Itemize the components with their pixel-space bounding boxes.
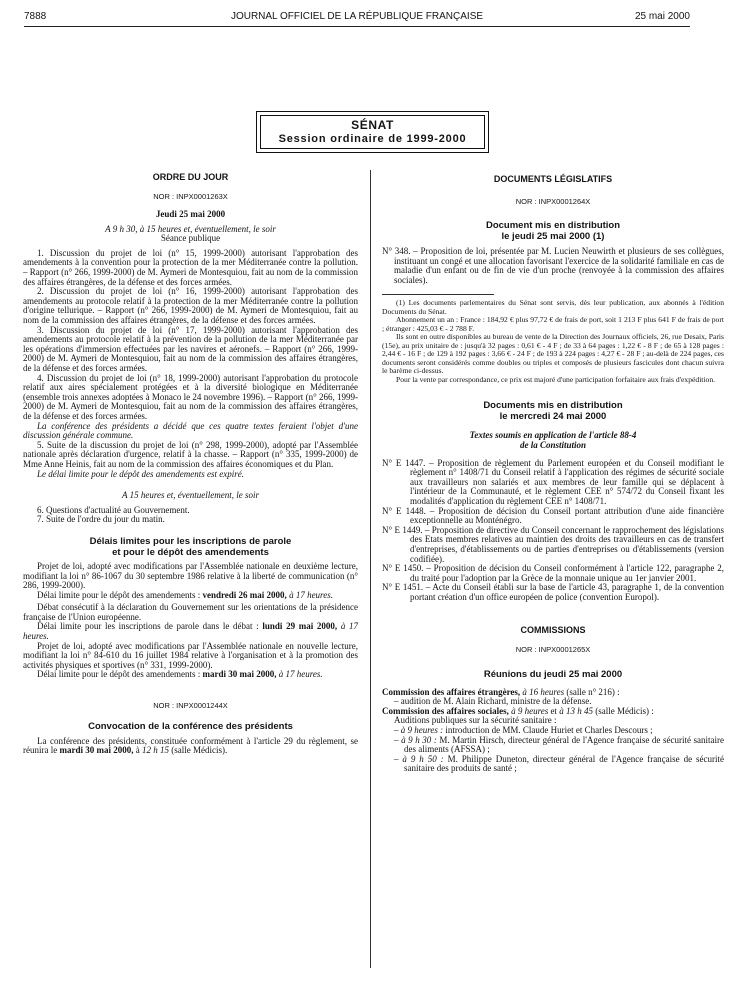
audition-item-3: – à 9 h 50 : M. Philippe Duneton, directeur général de l'Agence française de sécurité sanitaire des produits de santé ;: [394, 753, 725, 774]
issue-date: 25 mai 2000: [634, 11, 690, 22]
distribution-date-2: le mercredi 24 mai 2000: [499, 411, 607, 423]
commission-1-item: – audition de M. Alain Richard, ministre de la défense.: [394, 696, 592, 707]
audition-item-1: – à 9 heures : introduction de MM. Claude Huriet et Charles Descours ;: [394, 725, 653, 736]
agenda-item-1: 1. Discussion du projet de loi (n° 15, 1999-2000) autorisant l'approbation des amendements à la convention pour la protection de la mer Méditerranée contre la pollution. – Rapport (n° 266, 1999-2000) de M. Aymeri de Montesquiou, fait au nom de la commission des affaires étrangères, de la défense et des forces armées.: [23, 247, 358, 287]
delais-title-line-1: Délais limites pour les inscriptions de parole: [89, 535, 292, 547]
delai-item-2: Débat consécutif à la déclaration du Gouvernement sur les orientations de la présidence française de l'Union européenne.: [23, 602, 358, 622]
conference-note: La conférence des présidents a décidé que ces quatre textes feraient l'objet d'une discussion générale commune.: [23, 420, 358, 441]
afternoon-time: A 15 heures et, éventuellement, le soir: [122, 490, 259, 501]
commission-affaires-sociales: Commission des affaires sociales, à 9 heures et à 13 h 45 (salle Médicis) :: [382, 705, 654, 716]
textes-soumis-title: Textes soumis en application de l'article 88-4: [469, 430, 637, 441]
audition-item-2: – à 9 h 30 : M. Martin Hirsch, directeur général de l'Agence française de sécurité sanitaire des aliments (AFSSA) ;: [394, 734, 724, 755]
agenda-item-7: 7. Suite de l'ordre du jour du matin.: [37, 514, 165, 525]
agenda-item-4: 4. Discussion du projet de loi (n° 18, 1999-2000) autorisant l'approbation du protocole relatif aux aires spécialement protégées et à la diversité biologique en Méditerranée (ensemble trois annexes adoptées à Monaco le 24 novembre 1996). – Rapport (n° 266, 1999-2000) de M. Aymeri de Montesquiou, fait au nom de la commission des affaires étrangères, de la défense et des forces armées.: [23, 372, 358, 421]
nor-reference: NOR : INPX0001263X: [153, 191, 228, 201]
textes-soumis-subtitle: de la Constitution: [519, 440, 587, 451]
agenda-item-3: 3. Discussion du projet de loi (n° 17, 1999-2000) autorisant l'approbation des amendements au protocole relatif à la prévention de la pollution de la mer Méditerranée par les opérations d'immersion effectuées par les navires et aéronefs. – Rapport (n° 266, 1999-2000) de M. Aymeri de Montesquiou, fait au nom de la commission des affaires étrangères, de la défense et des forces armées.: [23, 324, 358, 373]
auditions-label: Auditions publiques sur la sécurité sanitaire :: [394, 715, 557, 726]
column-divider: [370, 170, 371, 968]
right-column: [382, 160, 724, 774]
agenda-item-5: 5. Suite de la discussion du projet de loi (n° 298, 1999-2000), adopté par l'Assemblée nationale après déclaration d'urgence, relatif à la chasse. – Rapport (n° 335, 1999-2000) de Mme Anne Heinis, fait au nom de la commission des affaires économiques et du Plan.: [23, 439, 358, 469]
document-e1447: N° E 1447. – Proposition de règlement du Parlement européen et du Conseil modifiant le règlement n° 1408/71 du Conseil relatif à l'application des régimes de sécurité sociale aux travailleurs non salariés et aux membres de leur famille qui se déplacent à l'intérieur de la Communauté, et le règlement CEE n° 574/72 du Conseil fixant les modalités d'application du règlement CEE n° 1408/71.: [382, 457, 724, 507]
agenda-item-6: 6. Questions d'actualité au Gouvernement.: [37, 504, 190, 515]
delai-expire-note: Le délai limite pour le dépôt des amendements est expiré.: [37, 468, 244, 479]
commissions-title: COMMISSIONS: [520, 624, 586, 635]
nor-reference: NOR : INPX0001244X: [153, 701, 228, 711]
header-rule: [24, 26, 690, 27]
document-e1450: N° E 1450. – Proposition de décision du Conseil conformément à l'article 122, paragraphe 2, du traité pour l'adoption par la Grèce de la monnaie unique au 1er janvier 2001.: [382, 563, 724, 583]
delai-deadline-2: Délai limite pour les inscriptions de parole dans le débat : lundi 29 mai 2000, à 17 heures.: [23, 621, 359, 642]
journal-title: JOURNAL OFFICIEL DE LA RÉPUBLIQUE FRANÇAISE: [230, 11, 484, 22]
delais-title-line-2: et pour le dépôt des amendements: [112, 546, 269, 558]
ordre-du-jour-title: ORDRE DU JOUR: [152, 172, 229, 182]
footnote-tarifs: Ils sont en outre disponibles au bureau de vente de la Direction des Journaux officiels, 26, rue Desaix, Paris (15e), au prix unitaire de : jusqu'à 32 pages : 0,61 € - 4 F ; de 33 à 64 pages : 1,22 € - 8 F ; de 65 à 128 pages : 2,44 € - 16 F ; de 129 à 192 pages : 3,66 € - 24 F ; de 193 à 224 pages : 4,27 € - 28 F ; au-delà de 224 pages, ces documents seront considérés comme doubles ou triples et composés de plusieurs fascicules dont chacun suivra le barème ci-dessus.: [382, 332, 724, 376]
delai-deadline-3: Délai limite pour le dépôt des amendements : mardi 30 mai 2000, à 17 heures.: [37, 669, 323, 680]
document-348: N° 348. – Proposition de loi, présentée par M. Lucien Neuwirth et plusieurs de ses collègues, instituant un congé et une allocation favorisant l'exercice de la solidarité familiale en cas de maladie d'un enfant ou de fin de vie d'un proche (renvoyée à la commission des affaires sociales).: [382, 246, 724, 285]
reunions-title: Réunions du jeudi 25 mai 2000: [483, 668, 623, 680]
session-time: A 9 h 30, à 15 heures et, éventuellement, le soir: [105, 223, 276, 234]
delai-deadline-1: Délai limite pour le dépôt des amendements : vendredi 26 mai 2000, à 17 heures.: [37, 589, 333, 600]
documents-legislatifs-title: DOCUMENTS LÉGISLATIFS: [493, 174, 613, 184]
agenda-item-2: 2. Discussion du projet de loi (n° 16, 1999-2000) autorisant l'approbation des amendements au protocole relatif à la protection de la mer Méditerranée contre la pollution d'origine tellurique. – Rapport (n° 266, 1999-2000) de M. Aymeri de Montesquiou, fait au nom de la commission des affaires étrangères, de la défense et des forces armées.: [23, 286, 358, 326]
distribution-title-2: Documents mis en distribution: [483, 400, 623, 412]
footnote-rule: [382, 294, 494, 295]
page-number: 7888: [24, 11, 47, 22]
distribution-title-1: Document mis en distribution: [485, 220, 621, 232]
document-e1449: N° E 1449. – Proposition de directive du Conseil concernant le rapprochement des législations des Etats membres relatives au maintien des droits des travailleurs en cas de transfert d'entreprises, d'établissements ou de parties d'entreprises ou d'établissements (version codifiée).: [382, 524, 724, 564]
delai-item-3: Projet de loi, adopté avec modifications par l'Assemblée nationale en nouvelle lecture, modifiant la loi n° 84-610 du 16 juillet 1984 relative à l'organisation et à la promotion des activités physiques et sportives (n° 331, 1999-2000).: [23, 640, 358, 670]
banner-title: SÉNAT: [351, 118, 394, 132]
footnote-1: (1) Les documents parlementaires du Sénat sont servis, dès leur publication, aux abonnés à l'édition Documents du Sénat.: [382, 298, 724, 316]
banner-subtitle: Session ordinaire de 1999-2000: [278, 133, 467, 145]
delai-item-1: Projet de loi, adopté avec modifications par l'Assemblée nationale en deuxième lecture, modifiant la loi n° 86-1067 du 30 septembre 1986 relative à la liberté de communication (n° 286, 1999-2000).: [23, 560, 358, 591]
document-e1451: N° E 1451. – Acte du Conseil établi sur la base de l'article 43, paragraphe 1, de la convention portant création d'un office européen de police (convention Europol).: [382, 582, 724, 602]
distribution-date-1: le jeudi 25 mai 2000 (1): [501, 231, 605, 243]
footnote-vente: Pour la vente par correspondance, ce prix est majoré d'une participation forfaitaire aux frais d'expédition.: [396, 374, 716, 384]
page-header: [24, 6, 690, 26]
document-e1448: N° E 1448. – Proposition de décision du Conseil portant attribution d'une aide financière exceptionnelle au Monténégro.: [382, 505, 724, 526]
convocation-text: La conférence des présidents, constituée conformément à l'article 29 du règlement, se réunira le mardi 30 mai 2000, à 12 h 15 (salle Médicis).: [23, 735, 358, 756]
senat-banner: [256, 111, 489, 153]
convocation-title: Convocation de la conférence des présidents: [88, 720, 293, 732]
nor-reference: NOR : INPX0001265X: [515, 645, 591, 655]
session-date: Jeudi 25 mai 2000: [155, 209, 226, 220]
nor-reference: NOR : INPX0001264X: [515, 196, 591, 206]
commission-affaires-etrangeres: Commission des affaires étrangères, à 16 heures (salle n° 216) :: [382, 686, 620, 697]
left-column: [23, 160, 358, 756]
seance-label: Séance publique: [160, 233, 221, 244]
footnote-abonnement: Abonnement un an : France : 184,92 € plus 97,72 € de frais de port, soit 1 213 F plus 641 F de frais de port ; étranger : 425,03 € - 2 788 F.: [382, 315, 724, 333]
